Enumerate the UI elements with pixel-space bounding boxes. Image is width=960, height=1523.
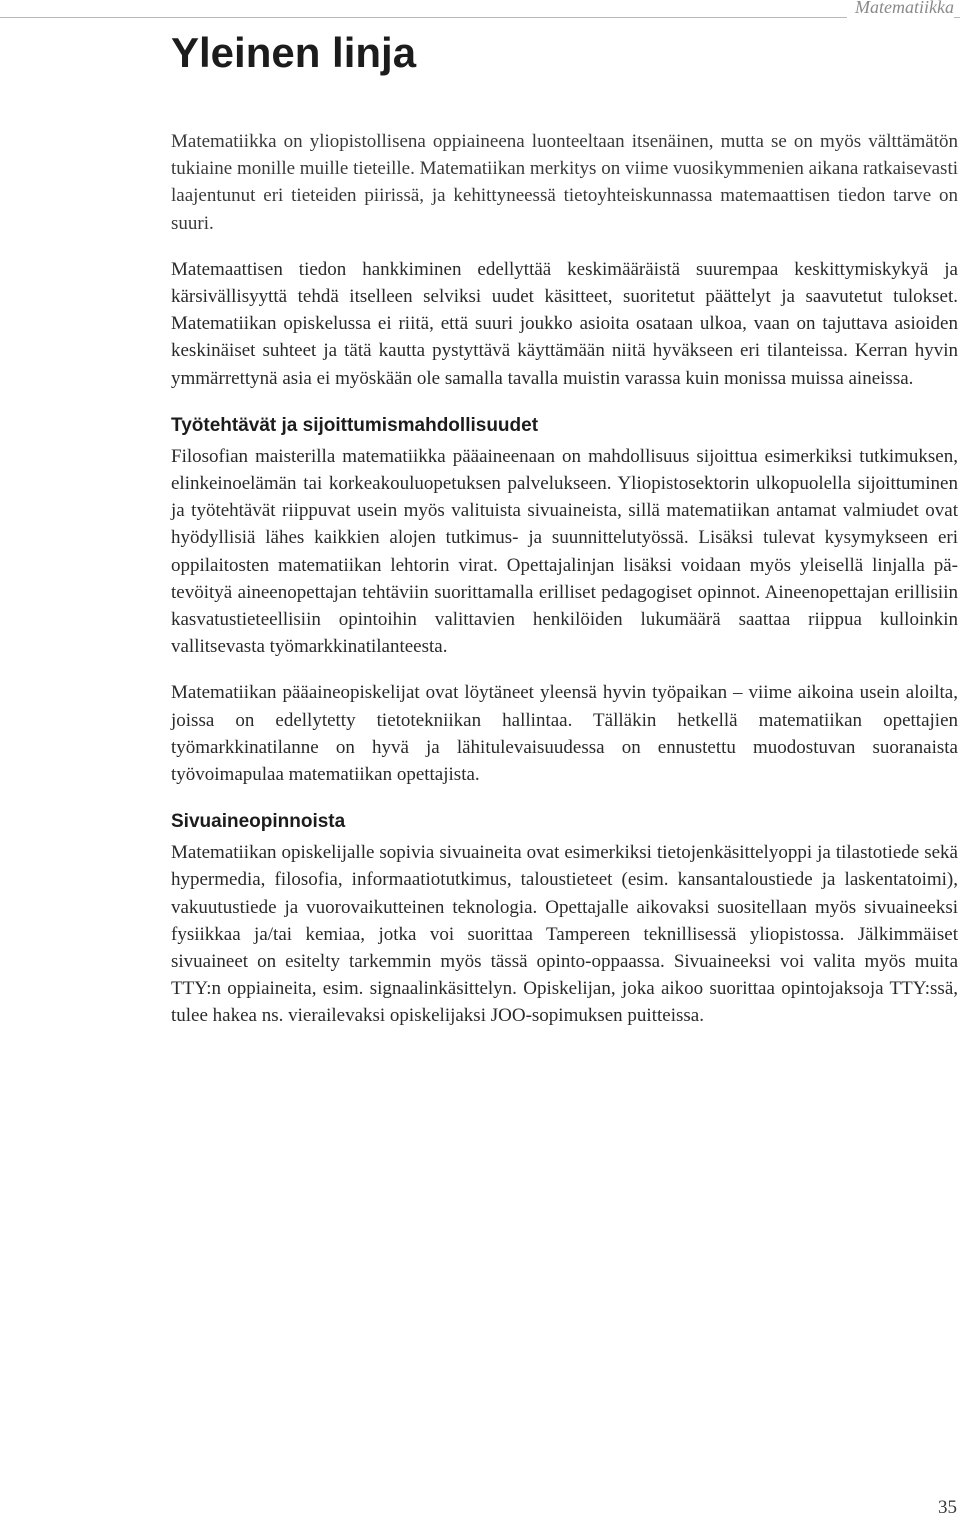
section-heading-minor: Sivuaineopinnoista (171, 811, 346, 833)
work-paragraph: Filosofian maisterilla matematiikka pääaineenaan on mahdollisuus sijoittua esimerkiksi tutkimuksen, elinkeinoelämän tai korkeakouluopetuksen palvelukseen. Yliopistosektorin ulkopuolella sijoittuminen ja työtehtävät riippuvat usein myös valituista sivuaineista, sillä matematiikan antamat valmiudet ovat hyödyllisiä lähes kaikkien alojen tutkimus- ja suunnittelutyössä. Lisäksi tulevat kysymykseen eri oppilaitosten matematiikan lehtorin virat. Opettajalinjan lisäksi voidaan myös yleisellä linjalla pätevöityä aineenopettajan tehtäviin suorittamalla erilliset pedagogiset opinnot. Aineenopettajan erillisiin kasvatustieteellisiin opintoihin valittavien henkilöiden lukumäärä saattaa riippua kulloinkin vallitsevasta työmarkkinatilanteesta. (171, 445, 958, 658)
running-head: Matematiikka (847, 0, 954, 18)
page-title: Yleinen linja (171, 29, 417, 76)
intro-paragraph: Matematiikka on yliopistollisena oppiaineena luonteeltaan itsenäinen, mutta se on myös välttämätön tukiaine monille muille tieteille. Matematiikan merkitys on viime vuosikymmenien aikana ratkaisevasti laajentunut eri tieteiden piirissä, ja kehittyneessä tietoyhteiskunnassa matemaattisen tiedon tarve on suuri. (171, 131, 958, 234)
header-rule (0, 17, 960, 18)
page-number: 35 (938, 1497, 957, 1518)
main-content (171, 128, 958, 1030)
minor-paragraph: Matematiikan opiskelijalle sopivia sivuaineita ovat esimerkiksi tietojenkäsittelyoppi ja tilastotiede sekä hypermedia, filosofia, informaatiotutkimus, taloustieteet (esim. kansantaloustiede ja laskentatoimi), vakuutustiede ja vuorovaikutteinen teknologia. Opettajalle aikovaksi suositellaan myös sivuaineeksi fysiikkaa ja/tai kemiaa, jotka voi suorittaa Tampereen teknillisessä yliopistossa. Jälkimmäiset sivuaineet on esitelty tarkemmin myös tässä opinto-oppaassa. Sivuaineeksi voi valita myös muita TTY:n oppiaineita, esim. signaalinkäsittelyn. Opiskelijan, joka aikoo suorittaa opintojaksoja TTY:ssä, tulee hakea ns. vierailevaksi opiskelijaksi JOO-sopimuksen puitteissa. (171, 842, 958, 1027)
section-heading-work: Työtehtävät ja sijoittumismahdollisuudet (171, 414, 539, 436)
intro-paragraph: Matemaattisen tiedon hankkiminen edellyttää keskimääräistä suurempaa keskittymiskykyä ja kärsivällisyyttä tehdä itselleen selviksi uudet käsitteet, suoritetut päättelyt ja saavutetut tulokset. Matematiikan opiskelussa ei riitä, että suuri joukko asioita osataan ulkoa, vaan on tajuttava asioiden keskinäiset suhteet ja tätä kautta pystyttävä käyttämään niitä hyväkseen eri tilanteissa. Kerran hyvin ymmärrettynä asia ei myöskään ole samalla tavalla muistin varassa kuin monissa muissa aineissa. (171, 258, 958, 389)
work-paragraph: Matematiikan pääaineopiskelijat ovat löytäneet yleensä hyvin työpaikan – viime aikoina usein aloilta, joissa on edellytetty tietotekniikan hallintaa. Tälläkin hetkellä matematiikan opettajien työmarkkinatilanne on hyvä ja lähitulevaisuudessa on ennustettu muodostuvan suoranaista työvoimapulaa matematiikan opettajista. (171, 682, 958, 786)
